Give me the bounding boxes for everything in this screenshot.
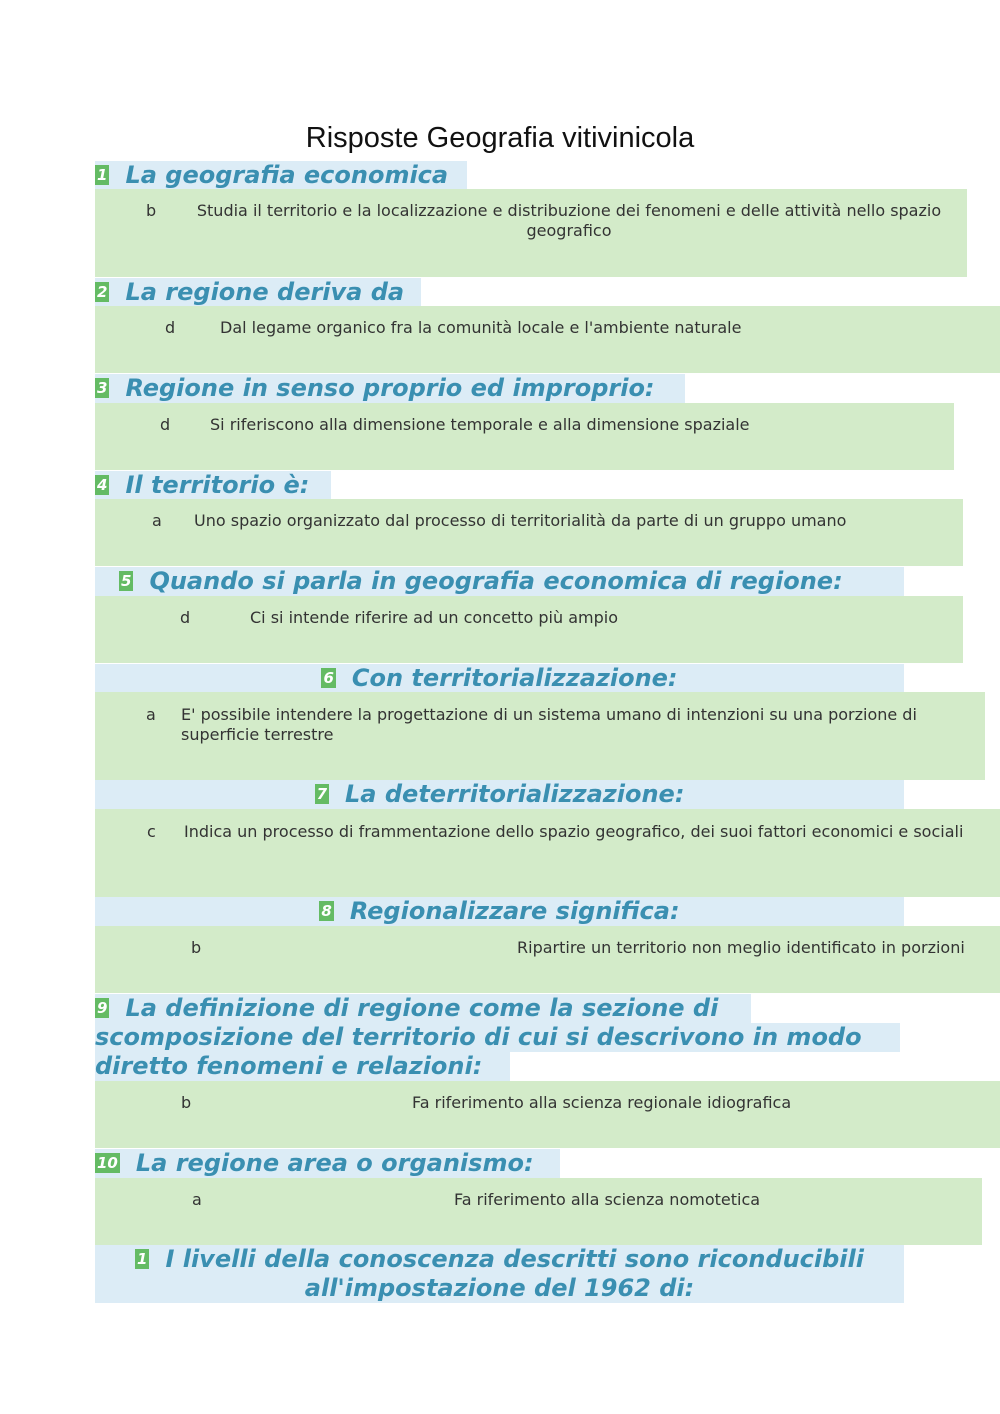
answer-box xyxy=(95,1178,982,1245)
answer-box xyxy=(95,306,1000,373)
answer-text: Fa riferimento alla scienza regionale idiografica xyxy=(412,1093,792,1112)
question-3 xyxy=(95,374,655,403)
answer-box xyxy=(95,926,1000,993)
question-7 xyxy=(95,780,904,809)
question-number-badge: 3 xyxy=(97,379,108,397)
answer-letter: d xyxy=(165,318,176,337)
question-number-badge: 4 xyxy=(97,476,108,494)
question-number-badge: 7 xyxy=(316,785,328,803)
question-5 xyxy=(119,567,843,596)
answer-text: Ripartire un territorio non meglio identificato in porzioni xyxy=(517,938,965,957)
answer-box xyxy=(95,403,954,470)
answer-letter: a xyxy=(152,511,162,530)
question-number-badge: 9 xyxy=(97,999,108,1017)
answer-text: E' possibile intendere la progettazione di un sistema umano di intenzioni su una porzione di superficie terrestre xyxy=(181,705,917,744)
question-text: La regione area o organismo: xyxy=(135,1149,534,1177)
answer-letter: b xyxy=(181,1093,192,1112)
question-4 xyxy=(95,471,309,500)
answer-letter: a xyxy=(192,1190,202,1209)
question-text: La definizione di regione come la sezione di scomposizione del territorio di cui si descrivono in modo diretto fenomeni e relazioni: xyxy=(95,994,862,1080)
answer-letter: b xyxy=(146,201,157,220)
question-number-badge: 2 xyxy=(97,283,108,301)
question-text: I livelli della conoscenza descritti sono riconducibili all'impostazione del 1962 di: xyxy=(165,1245,864,1302)
question-6 xyxy=(95,664,904,693)
question-text: Il territorio è: xyxy=(125,471,310,499)
question-10 xyxy=(95,1149,534,1178)
question-9 xyxy=(95,994,910,1081)
answer-letter: d xyxy=(180,608,191,627)
question-number-badge: 1 xyxy=(97,166,108,184)
answer-box xyxy=(95,1081,1000,1148)
question-text: La geografia economica xyxy=(125,161,449,189)
question-2 xyxy=(95,278,404,307)
answer-text: Dal legame organico fra la comunità locale e l'ambiente naturale xyxy=(220,318,742,337)
answer-text: Si riferiscono alla dimensione temporale e alla dimensione spaziale xyxy=(210,415,750,434)
answer-text: Uno spazio organizzato dal processo di territorialità da parte di un gruppo umano xyxy=(194,511,847,530)
answer-text: Ci si intende riferire ad un concetto più ampio xyxy=(250,608,618,627)
answer-text: Fa riferimento alla scienza nomotetica xyxy=(454,1190,761,1209)
question-11 xyxy=(95,1245,904,1303)
question-number-badge: 10 xyxy=(97,1154,118,1172)
question-number-badge: 8 xyxy=(321,902,332,920)
answer-text: Indica un processo di frammentazione dello spazio geografico, dei suoi fattori economici e sociali xyxy=(184,822,964,841)
question-number-badge: 6 xyxy=(323,669,334,687)
answer-letter: c xyxy=(147,822,156,841)
answer-text: Studia il territorio e la localizzazione e distribuzione dei fenomeni e delle attività nello spazio geografico xyxy=(196,201,942,240)
question-number-badge: 5 xyxy=(121,572,132,590)
question-text: La regione deriva da xyxy=(125,278,405,306)
answer-letter: a xyxy=(146,705,156,724)
answer-letter: d xyxy=(160,415,171,434)
answer-letter: b xyxy=(191,938,202,957)
question-text: Regionalizzare significa: xyxy=(349,897,680,925)
question-text: Con territorializzazione: xyxy=(351,664,678,692)
answer-box xyxy=(95,596,963,663)
question-text: Quando si parla in geografia economica di regione: xyxy=(149,567,843,595)
question-number-badge: 1 xyxy=(137,1250,148,1268)
answer-box xyxy=(95,499,963,566)
question-8 xyxy=(95,897,904,926)
question-text: La deterritorializzazione: xyxy=(345,780,685,808)
page-title: Risposte Geografia vitivinicola xyxy=(305,122,695,154)
question-text: Regione in senso proprio ed improprio: xyxy=(125,374,655,402)
question-1 xyxy=(95,161,448,190)
